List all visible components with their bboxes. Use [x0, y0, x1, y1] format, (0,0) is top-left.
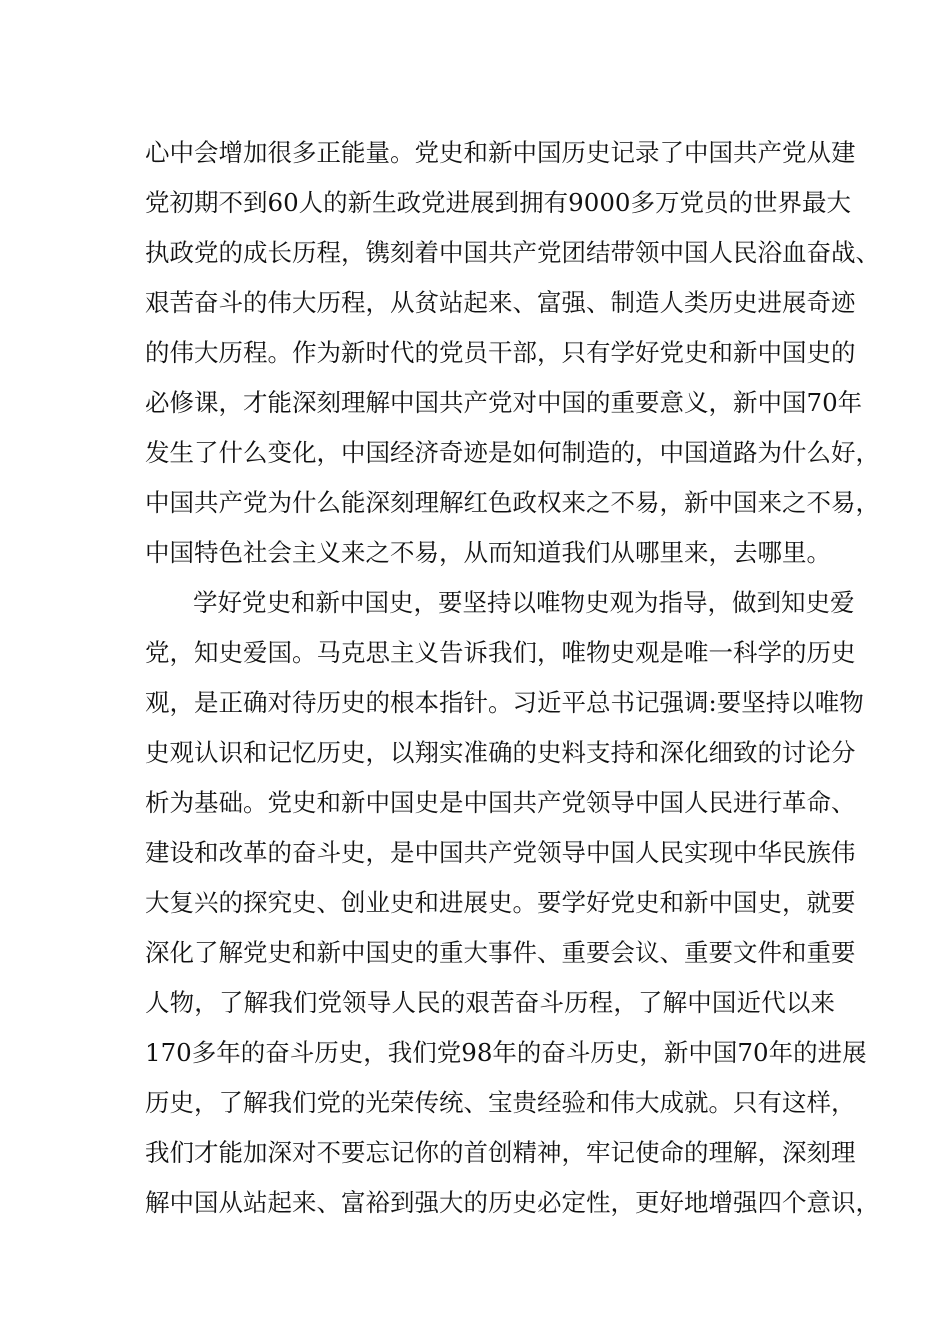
text-line: 析为基础。党史和新中国史是中国共产党领导中国人民进行革命、	[145, 788, 856, 817]
text-line: 人物，了解我们党领导人民的艰苦奋斗历程，了解中国近代以来	[145, 988, 835, 1017]
text-line: 发生了什么变化，中国经济奇迹是如何制造的，中国道路为什么好，	[145, 438, 880, 467]
text-line: 历史，了解我们党的光荣传统、宝贵经验和伟大成就。只有这样，	[145, 1088, 856, 1117]
text-line: 执政党的成长历程，镌刻着中国共产党团结带领中国人民浴血奋战、	[145, 238, 880, 267]
text-line: 深化了解党史和新中国史的重大事件、重要会议、重要文件和重要	[145, 938, 856, 967]
text-line: 党初期不到60人的新生政党进展到拥有9000多万党员的世界最大	[145, 188, 852, 217]
text-line: 中国特色社会主义来之不易，从而知道我们从哪里来，去哪里。	[145, 538, 831, 567]
text-line: 建设和改革的奋斗史，是中国共产党领导中国人民实现中华民族伟	[145, 838, 856, 867]
text-line: 党，知史爱国。马克思主义告诉我们，唯物史观是唯一科学的历史	[145, 638, 856, 667]
text-line: 心中会增加很多正能量。党史和新中国历史记录了中国共产党从建	[145, 138, 856, 167]
text-line: 的伟大历程。作为新时代的党员干部，只有学好党史和新中国史的	[145, 338, 856, 367]
text-line: 必修课，才能深刻理解中国共产党对中国的重要意义，新中国70年	[145, 388, 863, 417]
text-line: 解中国从站起来、富裕到强大的历史必定性，更好地增强四个意识，	[145, 1188, 880, 1217]
text-line: 艰苦奋斗的伟大历程，从贫站起来、富强、制造人类历史进展奇迹	[145, 288, 856, 317]
text-line: 中国共产党为什么能深刻理解红色政权来之不易，新中国来之不易，	[145, 488, 880, 517]
text-line: 170多年的奋斗历史，我们党98年的奋斗历史，新中国70年的进展	[145, 1038, 867, 1067]
text-line: 学好党史和新中国史，要坚持以唯物史观为指导，做到知史爱	[193, 588, 855, 617]
body-text	[145, 128, 880, 1228]
text-line: 观，是正确对待历史的根本指针。习近平总书记强调:要坚持以唯物	[145, 688, 864, 717]
text-line: 我们才能加深对不要忘记你的首创精神，牢记使命的理解，深刻理	[145, 1138, 856, 1167]
text-line: 大复兴的探究史、创业史和进展史。要学好党史和新中国史，就要	[145, 888, 856, 917]
paragraph-2	[145, 578, 880, 1228]
text-line: 史观认识和记忆历史，以翔实准确的史料支持和深化细致的讨论分	[145, 738, 856, 767]
paragraph-1	[145, 128, 880, 578]
